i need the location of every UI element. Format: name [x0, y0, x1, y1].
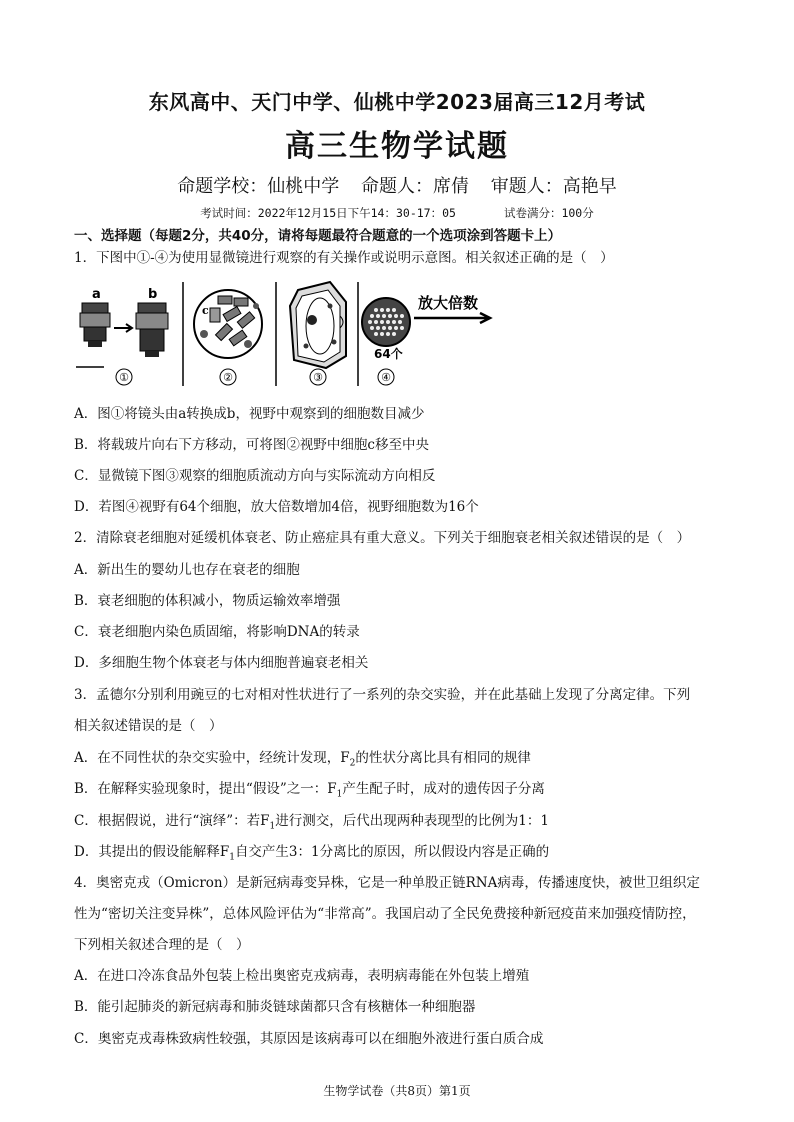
- label-4: ④: [381, 371, 391, 384]
- author-setter: 命题人：席倩: [361, 176, 469, 197]
- q1-option-a: A．图①将镜头由a转换成b，视野中观察到的细胞数目减少: [74, 406, 425, 422]
- q4-stem-line2: 性为“密切关注变异株”，总体风险评估为“非常高”。我国启动了全民免费接种新冠疫苗来加强疫情防控，: [74, 906, 696, 922]
- exam-time: 考试时间：2022年12月15日下午14：30-17：05: [200, 206, 456, 220]
- q2-option-d: D．多细胞生物个体衰老与体内细胞普遍衰老相关: [74, 655, 369, 671]
- panel-4-field: [362, 294, 490, 385]
- microscope-figure: [68, 276, 498, 391]
- q4-option-b: B．能引起肺炎的新冠病毒和肺炎链球菌都只含有核糖体一种细胞器: [74, 999, 476, 1015]
- cell-count-label: 64个: [374, 347, 403, 361]
- q1-option-b: B．将载玻片向右下方移动，可将图②视野中细胞c移至中央: [74, 437, 429, 453]
- page-footer: 生物学试卷（共8页）第1页: [323, 1084, 471, 1098]
- q1-option-c: C．显微镜下图③观察的细胞质流动方向与实际流动方向相反: [74, 468, 436, 484]
- panel-1-lenses: [76, 287, 168, 385]
- lens-a-label: a: [92, 287, 101, 302]
- lens-b-label: b: [148, 287, 158, 302]
- magnification-label: 放大倍数: [418, 294, 479, 312]
- label-2: ②: [223, 371, 233, 384]
- q2-option-b: B．衰老细胞的体积减小，物质运输效率增强: [74, 593, 341, 609]
- label-1: ①: [119, 371, 129, 384]
- full-score: 试卷满分：100分: [503, 206, 594, 220]
- q3-option-b: B．在解释实验现象时，提出“假设”之一：$F_1$产生配子时，成对的遗传因子分离: [74, 781, 545, 800]
- panel-2-field: [194, 290, 262, 385]
- q2-option-c: C．衰老细胞内染色质固缩，将影响DNA的转录: [74, 624, 360, 640]
- q4-option-a: A．在进口冷冻食品外包装上检出奥密克戎病毒，表明病毒能在外包装上增殖: [74, 968, 530, 984]
- paper-title: 高三生物学试题: [285, 129, 509, 164]
- q1-option-d: D．若图④视野有64个细胞，放大倍数增加4倍，视野细胞数为16个: [74, 499, 479, 515]
- cell-c-label: c: [202, 304, 209, 317]
- q3-stem-line2: 相关叙述错误的是（ ）: [74, 718, 223, 734]
- arrow-icon: [114, 324, 132, 332]
- q2-stem: 2．清除衰老细胞对延缓机体衰老、防止癌症具有重大意义。下列关于细胞衰老相关叙述错误的是（ ）: [74, 530, 691, 546]
- q2-option-a: A．新出生的婴幼儿也存在衰老的细胞: [74, 562, 300, 578]
- author-reviewer: 审题人：高艳早: [490, 176, 617, 197]
- q3-option-d: D．其提出的假设能解释$F_1$自交产生3：1分离比的原因，所以假设内容是正确的: [74, 844, 550, 863]
- q3-stem-line1: 3．孟德尔分别利用豌豆的七对相对性状进行了一系列的杂交实验，并在此基础上发现了分离定律。下列: [74, 687, 691, 703]
- q4-option-c: C．奥密克戎毒株致病性较强，其原因是该病毒可以在细胞外液进行蛋白质合成: [74, 1031, 544, 1047]
- author-line: [0, 172, 794, 198]
- arrow-right-icon: [414, 313, 490, 323]
- q3-option-a: A．在不同性状的杂交实验中，经统计发现，$F_2$的性状分离比具有相同的规律: [74, 750, 531, 769]
- school-line: 东风高中、天门中学、仙桃中学2023届高三12月考试: [148, 90, 646, 114]
- exam-info: [0, 205, 794, 221]
- q4-stem-line3: 下列相关叙述合理的是（ ）: [74, 937, 250, 953]
- q4-stem-line1: 4．奥密克戎（Omicron）是新冠病毒变异株，它是一种单股正链RNA病毒，传播速度快，被世卫组织定: [74, 875, 700, 891]
- label-3: ③: [313, 371, 323, 384]
- section-heading: 一、选择题（每题2分，共40分，请将每题最符合题意的一个选项涂到答题卡上）: [74, 228, 562, 244]
- q1-stem: 1．下图中①-④为使用显微镜进行观察的有关操作或说明示意图。相关叙述正确的是（ ）: [74, 250, 614, 266]
- author-school: 命题学校：仙桃中学: [177, 176, 340, 197]
- q3-option-c: C．根据假说，进行“演绎”：若$F_1$进行测交，后代出现两种表现型的比例为1：1: [74, 813, 549, 832]
- panel-3-plant-cell: [290, 282, 346, 385]
